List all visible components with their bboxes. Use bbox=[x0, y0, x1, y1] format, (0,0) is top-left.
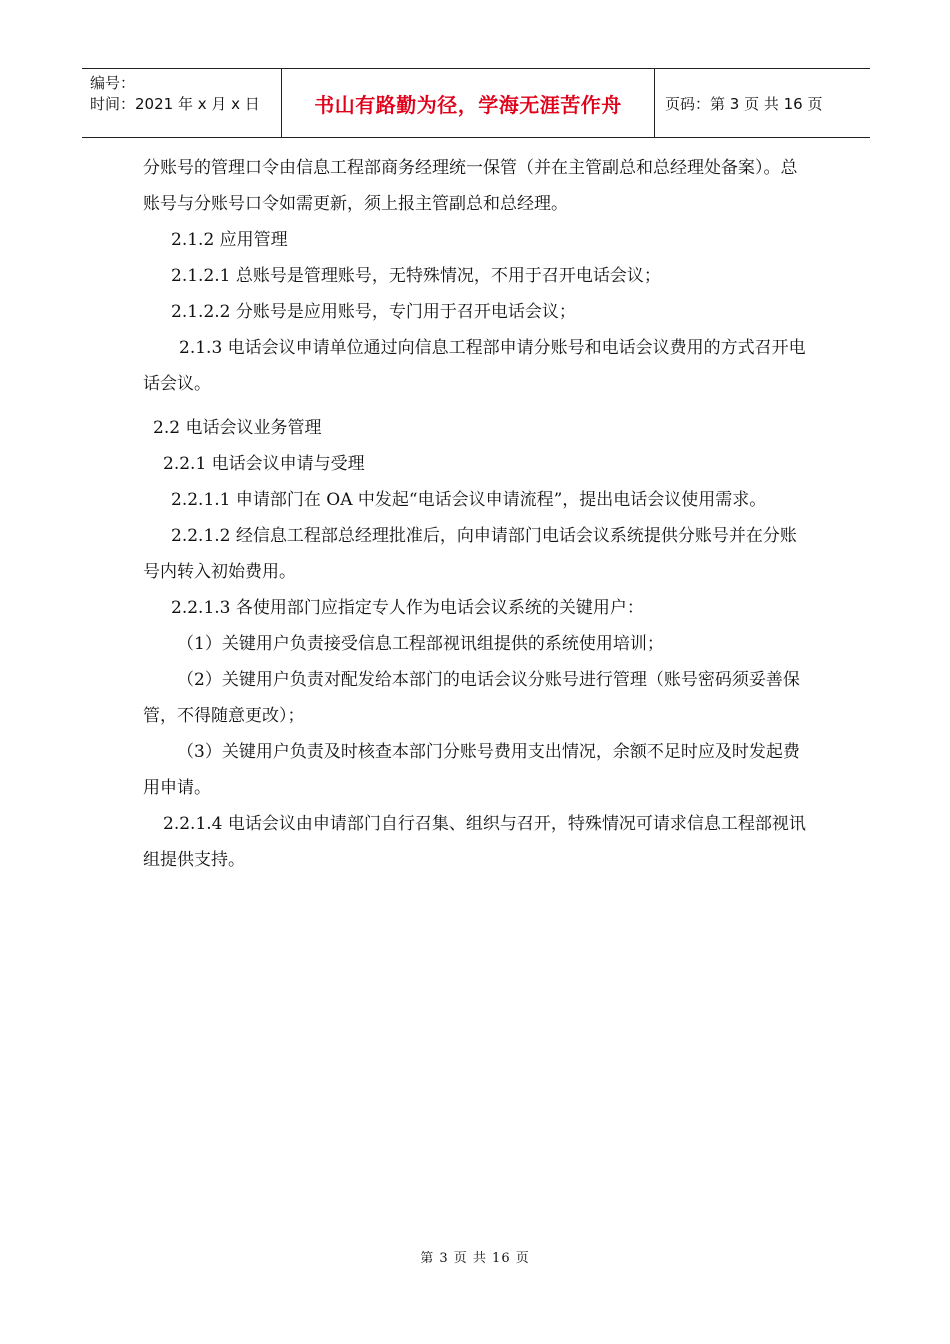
document-body bbox=[143, 150, 813, 878]
list-item: （2）关键用户负责对配发给本部门的电话会议分账号进行管理（账号密码须妥善保管，不得随意更改）； bbox=[143, 670, 800, 726]
document-number-label: 编号： bbox=[90, 74, 136, 92]
page-footer: 第 3 页 共 16 页 bbox=[420, 1251, 530, 1266]
header-motto: 书山有路勤为径，学海无涯苦作舟 bbox=[314, 92, 622, 117]
paragraph: 2.2.1.2 经信息工程部总经理批准后，向申请部门电话会议系统提供分账号并在分账号内转入初始费用。 bbox=[143, 526, 797, 582]
paragraph: 2.1.2.2 分账号是应用账号，专门用于召开电话会议； bbox=[171, 302, 576, 322]
paragraph: 2.2.1.1 申请部门在 OA 中发起“电话会议申请流程”，提出电话会议使用需求。 bbox=[171, 490, 767, 510]
paragraph: 2.2.1.4 电话会议由申请部门自行召集、组织与召开，特殊情况可请求信息工程部视讯组提供支持。 bbox=[143, 814, 806, 870]
document-date: 时间：2021 年 x 月 x 日 bbox=[90, 95, 260, 113]
paragraph: 2.1.2.1 总账号是管理账号，无特殊情况，不用于召开电话会议； bbox=[171, 266, 661, 286]
header-page-cell bbox=[655, 69, 870, 137]
list-item: （3）关键用户负责及时核查本部门分账号费用支出情况，余额不足时应及时发起费用申请。 bbox=[143, 742, 800, 798]
document-header bbox=[82, 68, 870, 138]
section-heading: 2.1.2 应用管理 bbox=[171, 230, 288, 250]
list-item: （1）关键用户负责接受信息工程部视讯组提供的系统使用培训； bbox=[177, 634, 664, 654]
section-heading: 2.2.1 电话会议申请与受理 bbox=[163, 454, 365, 474]
header-page-info: 页码：第 3 页 共 16 页 bbox=[665, 94, 823, 113]
paragraph: 2.2.1.3 各使用部门应指定专人作为电话会议系统的关键用户： bbox=[171, 598, 644, 618]
header-meta-cell bbox=[82, 69, 282, 137]
paragraph: 分账号的管理口令由信息工程部商务经理统一保管（并在主管副总和总经理处备案）。总账号与分账号口令如需更新，须上报主管副总和总经理。 bbox=[143, 158, 798, 214]
header-motto-cell bbox=[282, 69, 655, 137]
section-heading: 2.2 电话会议业务管理 bbox=[153, 418, 322, 438]
paragraph: 2.1.3 电话会议申请单位通过向信息工程部申请分账号和电话会议费用的方式召开电话会议。 bbox=[143, 338, 806, 394]
